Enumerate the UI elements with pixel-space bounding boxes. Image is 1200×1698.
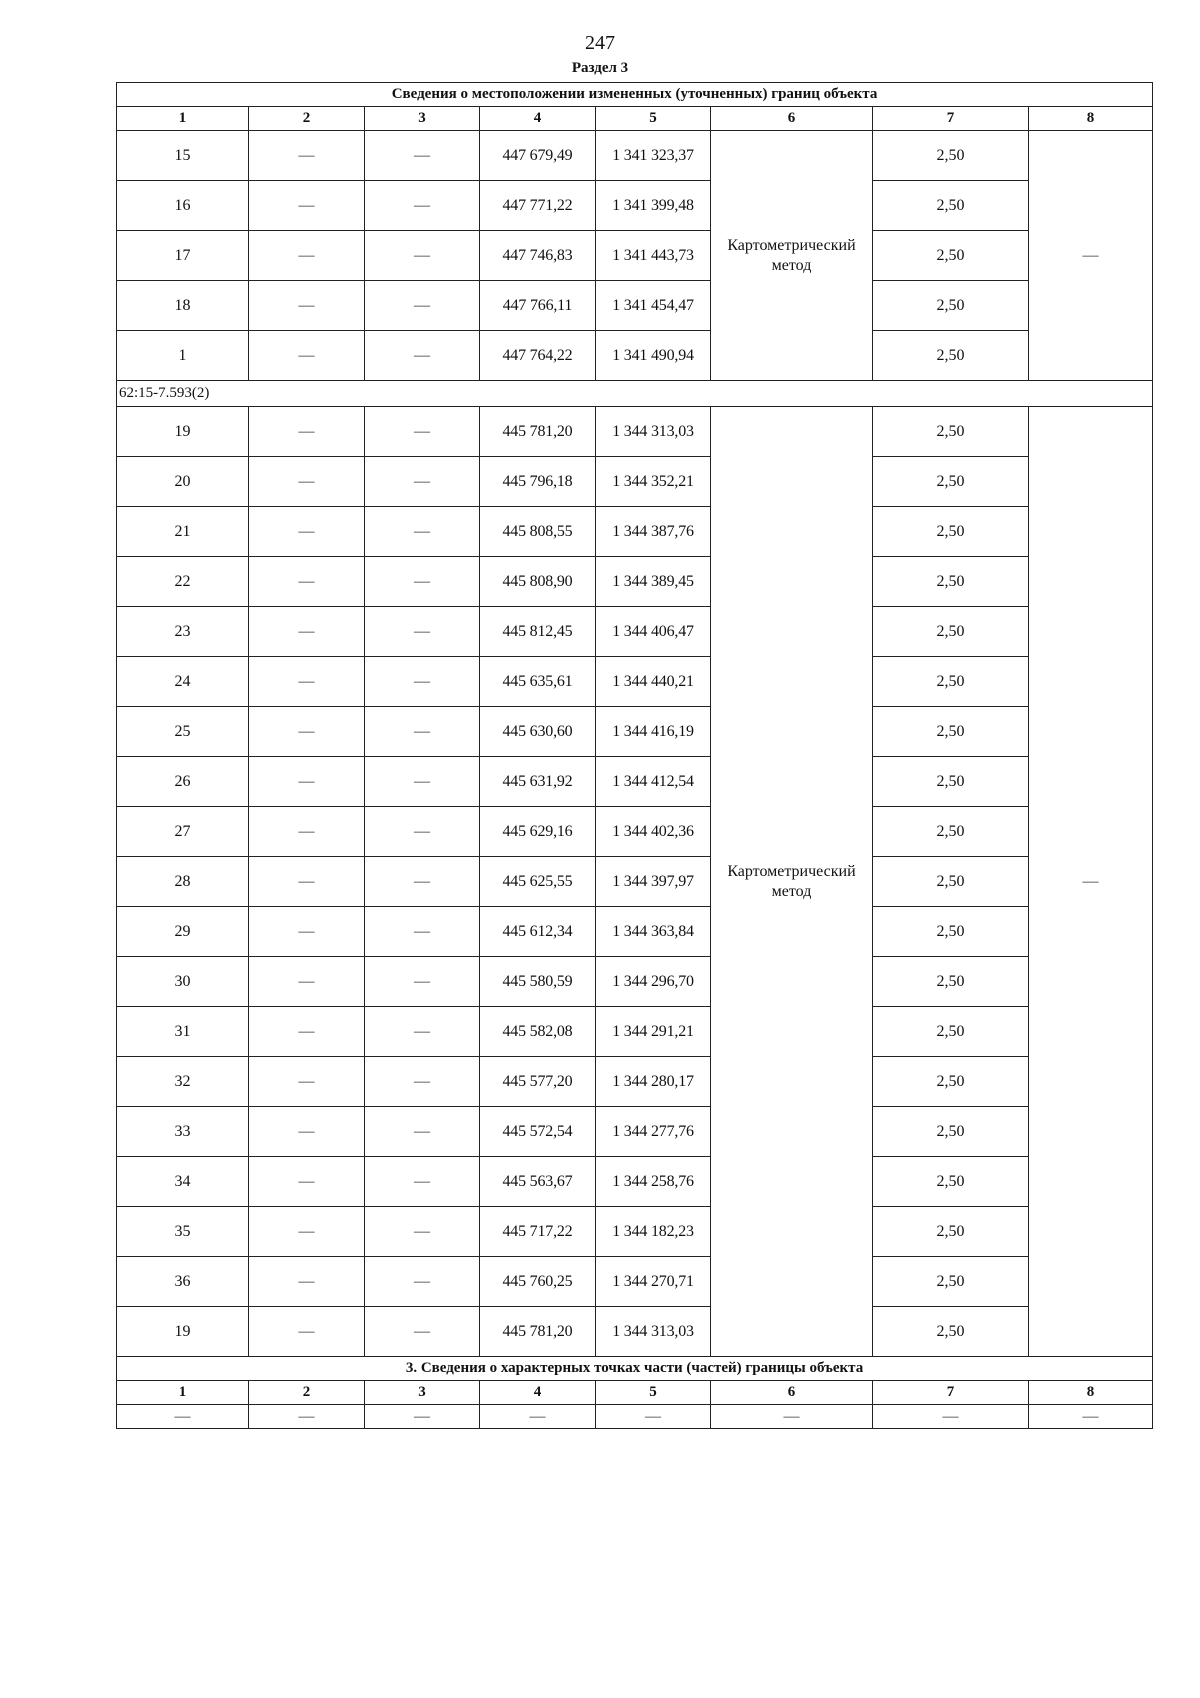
cell-dash: — — [249, 757, 365, 807]
accuracy: 2,50 — [873, 657, 1029, 707]
cell-dash: — — [249, 1107, 365, 1157]
accuracy: 2,50 — [873, 507, 1029, 557]
coord-x: 447 764,22 — [480, 331, 596, 381]
table-row — [117, 807, 1153, 857]
cell-dash: — — [249, 407, 365, 457]
coord-x: 445 580,59 — [480, 957, 596, 1007]
table-row — [117, 707, 1153, 757]
table-row — [117, 181, 1153, 231]
point-number: 36 — [117, 1257, 249, 1307]
cell-dash: — — [249, 1307, 365, 1357]
coord-x: 445 808,90 — [480, 557, 596, 607]
accuracy: 2,50 — [873, 807, 1029, 857]
table-row — [117, 1157, 1153, 1207]
col8-cell: — — [1029, 407, 1153, 1357]
accuracy: 2,50 — [873, 457, 1029, 507]
accuracy: 2,50 — [873, 407, 1029, 457]
cell-dash: — — [365, 657, 480, 707]
cell-dash: — — [249, 131, 365, 181]
accuracy: 2,50 — [873, 1157, 1029, 1207]
col8-cell: — — [1029, 131, 1153, 381]
accuracy: 2,50 — [873, 1007, 1029, 1057]
accuracy: 2,50 — [873, 1057, 1029, 1107]
cell-dash: — — [249, 557, 365, 607]
point-number: 35 — [117, 1207, 249, 1257]
cell-dash: — — [249, 281, 365, 331]
cell-dash: — — [365, 857, 480, 907]
table-row — [117, 1257, 1153, 1307]
accuracy: 2,50 — [873, 331, 1029, 381]
coord-x: 445 635,61 — [480, 657, 596, 707]
column-header: 1 — [117, 107, 249, 131]
cell-dash: — — [249, 1157, 365, 1207]
cell-dash: — — [365, 1007, 480, 1057]
coord-x: 445 612,34 — [480, 907, 596, 957]
column-header: 1 — [117, 1381, 249, 1405]
cell-dash: — — [249, 707, 365, 757]
part-section-header-row — [117, 1381, 1153, 1405]
coord-x: 445 630,60 — [480, 707, 596, 757]
coord-x: 445 577,20 — [480, 1057, 596, 1107]
column-header: 4 — [480, 107, 596, 131]
coord-x: 445 781,20 — [480, 407, 596, 457]
coord-y: 1 344 313,03 — [596, 1307, 711, 1357]
point-number: 25 — [117, 707, 249, 757]
coord-y: 1 344 313,03 — [596, 407, 711, 457]
cell-dash: — — [249, 1207, 365, 1257]
coord-y: 1 344 387,76 — [596, 507, 711, 557]
coord-y: 1 344 182,23 — [596, 1207, 711, 1257]
cell-dash: — — [365, 757, 480, 807]
cell-dash: — — [249, 857, 365, 907]
table-row — [117, 131, 1153, 181]
cell-dash: — — [117, 1405, 249, 1429]
table-row — [117, 281, 1153, 331]
cell-dash: — — [365, 607, 480, 657]
point-number: 16 — [117, 181, 249, 231]
group-label: 62:15-7.593(2) — [117, 381, 1153, 407]
cell-dash: — — [365, 1307, 480, 1357]
coord-x: 445 781,20 — [480, 1307, 596, 1357]
table-row — [117, 1207, 1153, 1257]
accuracy: 2,50 — [873, 281, 1029, 331]
column-header: 5 — [596, 1381, 711, 1405]
column-header: 2 — [249, 107, 365, 131]
cell-dash: — — [711, 1405, 873, 1429]
cell-dash: — — [365, 281, 480, 331]
table-row — [117, 1007, 1153, 1057]
accuracy: 2,50 — [873, 1307, 1029, 1357]
cell-dash: — — [480, 1405, 596, 1429]
point-number: 29 — [117, 907, 249, 957]
cell-dash: — — [365, 807, 480, 857]
coord-y: 1 344 280,17 — [596, 1057, 711, 1107]
coord-y: 1 344 363,84 — [596, 907, 711, 957]
cell-dash: — — [249, 181, 365, 231]
point-number: 21 — [117, 507, 249, 557]
point-number: 32 — [117, 1057, 249, 1107]
point-number: 31 — [117, 1007, 249, 1057]
accuracy: 2,50 — [873, 1257, 1029, 1307]
coord-y: 1 344 352,21 — [596, 457, 711, 507]
cell-dash: — — [365, 131, 480, 181]
accuracy: 2,50 — [873, 231, 1029, 281]
cell-dash: — — [365, 707, 480, 757]
point-number: 15 — [117, 131, 249, 181]
cell-dash: — — [249, 231, 365, 281]
coord-y: 1 344 440,21 — [596, 657, 711, 707]
table-row — [117, 231, 1153, 281]
column-header: 6 — [711, 107, 873, 131]
point-number: 24 — [117, 657, 249, 707]
coord-y: 1 344 416,19 — [596, 707, 711, 757]
table-row — [117, 857, 1153, 907]
cell-dash: — — [249, 907, 365, 957]
table-row — [117, 757, 1153, 807]
cell-dash: — — [365, 181, 480, 231]
coord-y: 1 344 291,21 — [596, 1007, 711, 1057]
group-label-row — [117, 381, 1153, 407]
cell-dash: — — [1029, 1405, 1153, 1429]
table-title: Сведения о местоположении измененных (уточненных) границ объекта — [117, 83, 1153, 107]
cell-dash: — — [365, 507, 480, 557]
coord-x: 445 796,18 — [480, 457, 596, 507]
cell-dash: — — [365, 1207, 480, 1257]
coord-x: 447 746,83 — [480, 231, 596, 281]
table-row — [117, 607, 1153, 657]
cell-dash: — — [249, 331, 365, 381]
table-row — [117, 957, 1153, 1007]
column-header: 8 — [1029, 1381, 1153, 1405]
accuracy: 2,50 — [873, 557, 1029, 607]
accuracy: 2,50 — [873, 707, 1029, 757]
accuracy: 2,50 — [873, 857, 1029, 907]
point-number: 1 — [117, 331, 249, 381]
coord-x: 445 572,54 — [480, 1107, 596, 1157]
coord-y: 1 341 490,94 — [596, 331, 711, 381]
accuracy: 2,50 — [873, 957, 1029, 1007]
table-row — [117, 507, 1153, 557]
cell-dash: — — [365, 457, 480, 507]
table-row — [117, 331, 1153, 381]
coord-x: 445 563,67 — [480, 1157, 596, 1207]
coord-y: 1 344 277,76 — [596, 1107, 711, 1157]
accuracy: 2,50 — [873, 907, 1029, 957]
accuracy: 2,50 — [873, 131, 1029, 181]
page-number: 247 — [585, 32, 615, 54]
point-number: 28 — [117, 857, 249, 907]
column-header: 2 — [249, 1381, 365, 1405]
cell-dash: — — [249, 507, 365, 557]
table-row — [117, 1307, 1153, 1357]
point-number: 26 — [117, 757, 249, 807]
cell-dash: — — [596, 1405, 711, 1429]
coord-x: 445 582,08 — [480, 1007, 596, 1057]
coord-y: 1 344 406,47 — [596, 607, 711, 657]
accuracy: 2,50 — [873, 181, 1029, 231]
coord-y: 1 344 270,71 — [596, 1257, 711, 1307]
cell-dash: — — [365, 1405, 480, 1429]
point-number: 23 — [117, 607, 249, 657]
column-header: 3 — [365, 1381, 480, 1405]
cell-dash: — — [365, 331, 480, 381]
coord-x: 447 679,49 — [480, 131, 596, 181]
boundary-table — [116, 82, 1153, 1429]
point-number: 20 — [117, 457, 249, 507]
point-number: 19 — [117, 407, 249, 457]
coord-y: 1 341 399,48 — [596, 181, 711, 231]
cell-dash: — — [249, 1257, 365, 1307]
column-header-row — [117, 107, 1153, 131]
cell-dash: — — [249, 957, 365, 1007]
column-header: 4 — [480, 1381, 596, 1405]
method-cell: Картометрический метод — [711, 131, 873, 381]
cell-dash: — — [249, 607, 365, 657]
part-section-row — [117, 1405, 1153, 1429]
table-row — [117, 457, 1153, 507]
cell-dash: — — [249, 657, 365, 707]
accuracy: 2,50 — [873, 757, 1029, 807]
point-number: 18 — [117, 281, 249, 331]
coord-x: 445 629,16 — [480, 807, 596, 857]
coord-x: 447 771,22 — [480, 181, 596, 231]
part-section-title: 3. Сведения о характерных точках части (частей) границы объекта — [117, 1357, 1153, 1381]
table-title-row — [117, 83, 1153, 107]
accuracy: 2,50 — [873, 607, 1029, 657]
coord-y: 1 344 258,76 — [596, 1157, 711, 1207]
cell-dash: — — [249, 1007, 365, 1057]
point-number: 22 — [117, 557, 249, 607]
table-row — [117, 1057, 1153, 1107]
cell-dash: — — [249, 457, 365, 507]
accuracy: 2,50 — [873, 1107, 1029, 1157]
table-row — [117, 407, 1153, 457]
cell-dash: — — [365, 557, 480, 607]
cell-dash: — — [365, 1057, 480, 1107]
column-header: 8 — [1029, 107, 1153, 131]
coord-y: 1 341 323,37 — [596, 131, 711, 181]
point-number: 30 — [117, 957, 249, 1007]
column-header: 6 — [711, 1381, 873, 1405]
coord-y: 1 344 389,45 — [596, 557, 711, 607]
coord-x: 445 625,55 — [480, 857, 596, 907]
cell-dash: — — [249, 1057, 365, 1107]
cell-dash: — — [365, 407, 480, 457]
column-header: 3 — [365, 107, 480, 131]
coord-y: 1 344 296,70 — [596, 957, 711, 1007]
coord-y: 1 344 412,54 — [596, 757, 711, 807]
cell-dash: — — [365, 957, 480, 1007]
table-row — [117, 907, 1153, 957]
coord-x: 445 717,22 — [480, 1207, 596, 1257]
cell-dash: — — [249, 807, 365, 857]
column-header: 7 — [873, 107, 1029, 131]
coord-y: 1 344 402,36 — [596, 807, 711, 857]
coord-y: 1 341 454,47 — [596, 281, 711, 331]
cell-dash: — — [365, 907, 480, 957]
cell-dash: — — [365, 1257, 480, 1307]
column-header: 5 — [596, 107, 711, 131]
method-cell: Картометрический метод — [711, 407, 873, 1357]
cell-dash: — — [873, 1405, 1029, 1429]
coord-x: 447 766,11 — [480, 281, 596, 331]
cell-dash: — — [365, 231, 480, 281]
point-number: 17 — [117, 231, 249, 281]
section-label: Раздел 3 — [571, 60, 629, 76]
accuracy: 2,50 — [873, 1207, 1029, 1257]
coord-y: 1 344 397,97 — [596, 857, 711, 907]
coord-y: 1 341 443,73 — [596, 231, 711, 281]
table-row — [117, 557, 1153, 607]
point-number: 33 — [117, 1107, 249, 1157]
cell-dash: — — [365, 1107, 480, 1157]
table-row — [117, 657, 1153, 707]
coord-x: 445 760,25 — [480, 1257, 596, 1307]
coord-x: 445 812,45 — [480, 607, 596, 657]
point-number: 27 — [117, 807, 249, 857]
coord-x: 445 808,55 — [480, 507, 596, 557]
part-section-title-row — [117, 1357, 1153, 1381]
point-number: 34 — [117, 1157, 249, 1207]
column-header: 7 — [873, 1381, 1029, 1405]
cell-dash: — — [365, 1157, 480, 1207]
coord-x: 445 631,92 — [480, 757, 596, 807]
point-number: 19 — [117, 1307, 249, 1357]
table-row — [117, 1107, 1153, 1157]
cell-dash: — — [249, 1405, 365, 1429]
